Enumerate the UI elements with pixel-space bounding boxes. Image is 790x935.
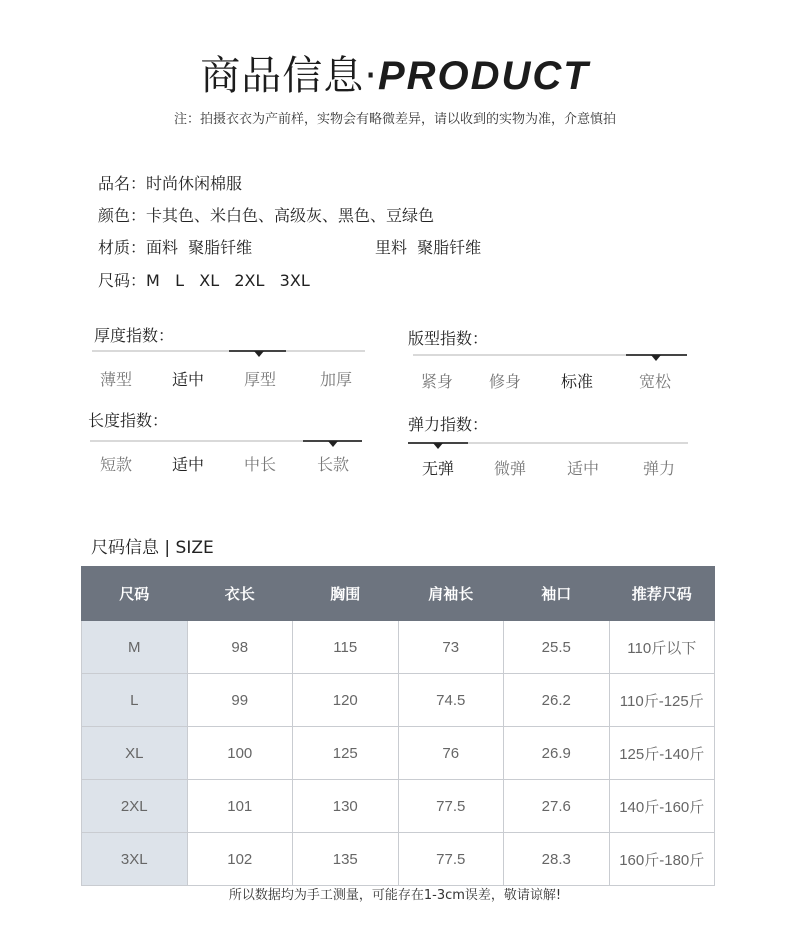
measurement-disclaimer: 所以数据均为手工测量，可能存在1-3cm误差，敬请谅解! bbox=[228, 888, 562, 903]
length-option-selected: 长款 bbox=[316, 455, 349, 474]
table-cell: 101 bbox=[187, 780, 293, 833]
page-title bbox=[0, 44, 790, 101]
table-cell: L bbox=[82, 674, 188, 727]
elastic-option: 适中 bbox=[566, 459, 599, 478]
thickness-option-selected: 厚型 bbox=[243, 370, 276, 389]
table-cell: 77.5 bbox=[398, 780, 504, 833]
table-cell: 26.2 bbox=[504, 674, 610, 727]
table-row bbox=[82, 674, 715, 727]
product-sizes: 尺码：M L XL 2XL 3XL bbox=[98, 271, 310, 290]
fit-arrow-icon bbox=[651, 355, 661, 361]
table-cell: 130 bbox=[293, 780, 399, 833]
table-cell: 73 bbox=[398, 621, 504, 674]
table-cell: 28.3 bbox=[504, 833, 610, 886]
table-cell: 99 bbox=[187, 674, 293, 727]
title-chinese: 商品信息· bbox=[200, 53, 378, 99]
fit-index-label: 版型指数： bbox=[408, 329, 489, 348]
fit-option-selected: 宽松 bbox=[638, 372, 671, 391]
table-cell: 135 bbox=[293, 833, 399, 886]
table-cell: 110斤-125斤 bbox=[609, 674, 715, 727]
table-cell: 76 bbox=[398, 727, 504, 780]
length-option: 短款 bbox=[99, 455, 132, 474]
column-header: 肩袖长 bbox=[398, 567, 504, 621]
size-section-title: 尺码信息 | SIZE bbox=[91, 538, 214, 558]
length-arrow-icon bbox=[328, 441, 338, 447]
table-cell: 74.5 bbox=[398, 674, 504, 727]
table-cell: 98 bbox=[187, 621, 293, 674]
table-cell: 160斤-180斤 bbox=[609, 833, 715, 886]
thickness-arrow-icon bbox=[254, 351, 264, 357]
table-cell: 140斤-160斤 bbox=[609, 780, 715, 833]
table-cell: 102 bbox=[187, 833, 293, 886]
table-cell: 25.5 bbox=[504, 621, 610, 674]
table-cell: 100 bbox=[187, 727, 293, 780]
elastic-option-selected: 无弹 bbox=[421, 459, 454, 478]
fit-option: 标准 bbox=[560, 372, 593, 391]
thickness-option: 适中 bbox=[171, 370, 204, 389]
elastic-option: 微弹 bbox=[493, 459, 526, 478]
thickness-option: 薄型 bbox=[99, 370, 132, 389]
fit-option: 修身 bbox=[488, 372, 521, 391]
table-cell: 3XL bbox=[82, 833, 188, 886]
table-cell: 115 bbox=[293, 621, 399, 674]
table-row bbox=[82, 833, 715, 886]
table-row bbox=[82, 727, 715, 780]
fit-option: 紧身 bbox=[420, 372, 453, 391]
table-cell: 27.6 bbox=[504, 780, 610, 833]
column-header: 袖口 bbox=[504, 567, 610, 621]
size-table-header-row bbox=[82, 567, 715, 621]
length-index-label: 长度指数： bbox=[88, 411, 169, 430]
disclaimer-note: 注：拍摄衣衣为产前样，实物会有略微差异，请以收到的实物为准，介意慎拍 bbox=[173, 112, 616, 127]
elastic-index-label: 弹力指数： bbox=[408, 415, 489, 434]
elastic-arrow-icon bbox=[433, 443, 443, 449]
table-row bbox=[82, 780, 715, 833]
product-name: 品名：时尚休闲棉服 bbox=[98, 174, 243, 193]
table-cell: 125斤-140斤 bbox=[609, 727, 715, 780]
length-option: 适中 bbox=[171, 455, 204, 474]
column-header: 推荐尺码 bbox=[609, 567, 715, 621]
elastic-option: 弹力 bbox=[642, 459, 675, 478]
table-cell: 77.5 bbox=[398, 833, 504, 886]
title-english: PRODUCT bbox=[377, 54, 590, 98]
column-header: 衣长 bbox=[187, 567, 293, 621]
table-cell: 2XL bbox=[82, 780, 188, 833]
column-header: 胸围 bbox=[293, 567, 399, 621]
length-option: 中长 bbox=[243, 455, 276, 474]
product-material: 材质：面料 聚脂钎维 bbox=[98, 238, 253, 257]
product-lining: 里料 聚脂钎维 bbox=[375, 238, 482, 257]
thickness-option: 加厚 bbox=[319, 370, 352, 389]
table-cell: XL bbox=[82, 727, 188, 780]
table-row bbox=[82, 621, 715, 674]
table-cell: 120 bbox=[293, 674, 399, 727]
size-table bbox=[81, 566, 715, 886]
column-header: 尺码 bbox=[82, 567, 188, 621]
thickness-index-label: 厚度指数： bbox=[94, 326, 175, 345]
table-cell: 110斤以下 bbox=[609, 621, 715, 674]
table-cell: 125 bbox=[293, 727, 399, 780]
product-colors: 颜色：卡其色、米白色、高级灰、黑色、豆绿色 bbox=[98, 206, 435, 225]
table-cell: M bbox=[82, 621, 188, 674]
table-cell: 26.9 bbox=[504, 727, 610, 780]
